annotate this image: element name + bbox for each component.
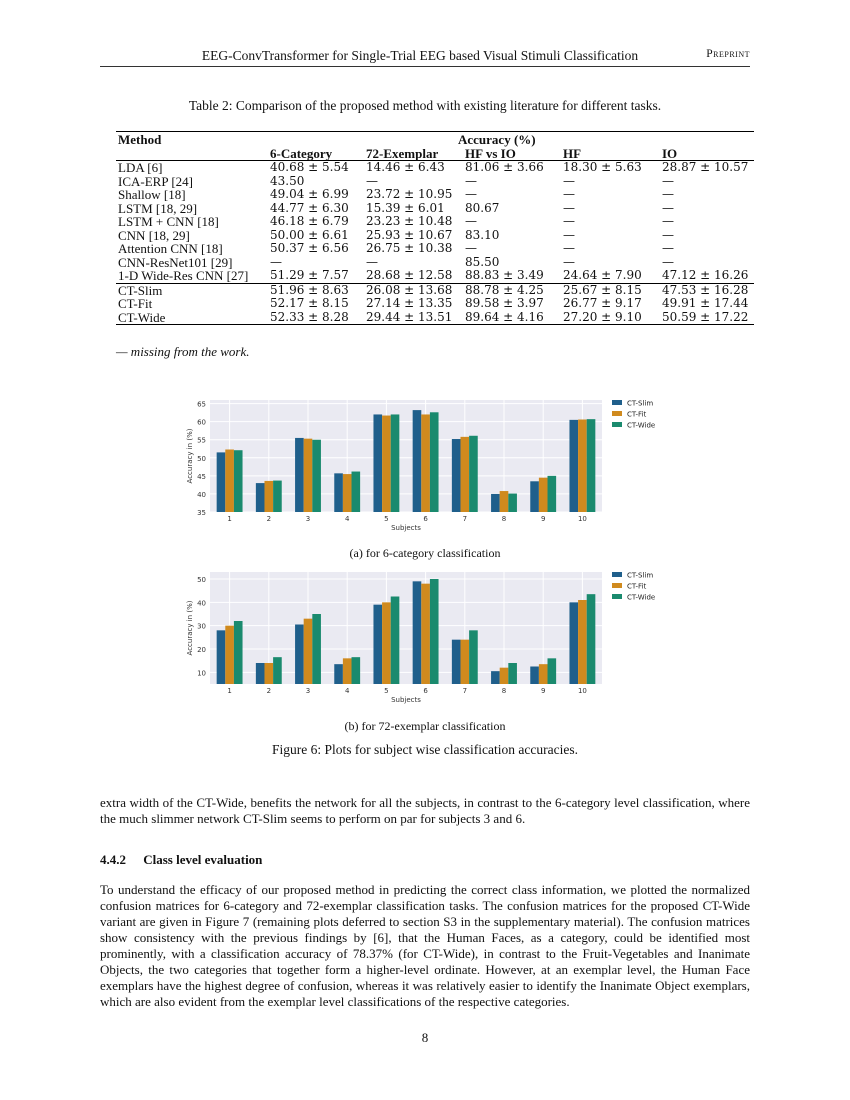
- bar-ct-wide: [273, 481, 282, 512]
- section-heading: [100, 852, 262, 868]
- bar-ct-wide: [548, 476, 557, 512]
- bar-ct-wide: [391, 597, 400, 685]
- legend-label: CT-Slim: [627, 399, 654, 408]
- x-tick-label: 3: [305, 515, 311, 523]
- bar-ct-slim: [256, 483, 265, 512]
- literature-rows: [116, 161, 754, 284]
- value-cell: 88.78 ± 4.25: [465, 282, 544, 297]
- y-tick-label: 45: [197, 472, 206, 481]
- bar-ct-slim: [452, 640, 461, 684]
- value-cell: —: [465, 241, 477, 255]
- value-cell: 15.39 ± 6.01: [366, 200, 445, 215]
- table-row: [116, 161, 754, 175]
- value-cell: —: [563, 214, 575, 228]
- bar-ct-slim: [491, 494, 500, 512]
- x-tick-label: 1: [227, 515, 232, 523]
- x-axis-label: Subjects: [391, 696, 421, 704]
- table-row: [116, 215, 754, 229]
- bar-ct-fit: [539, 664, 548, 684]
- value-cell: 14.46 ± 6.43: [366, 160, 445, 174]
- bar-ct-slim: [569, 602, 578, 684]
- y-tick-label: 30: [197, 622, 206, 631]
- value-cell: —: [465, 187, 477, 201]
- x-tick-label: 4: [344, 515, 350, 523]
- bar-ct-fit: [421, 584, 430, 684]
- col-header: 72-Exemplar: [366, 145, 439, 161]
- bar-ct-fit: [578, 420, 587, 512]
- bar-ct-fit: [225, 626, 234, 684]
- page-number: 8: [421, 1030, 429, 1045]
- bar-ct-fit: [382, 416, 391, 512]
- method-cell: LDA [6]: [118, 160, 163, 175]
- value-cell: 24.64 ± 7.90: [563, 268, 642, 282]
- x-tick-label: 1: [227, 687, 232, 695]
- value-cell: 80.67: [465, 200, 500, 215]
- subcaption-a: (a) for 6-category classification: [349, 546, 501, 560]
- x-tick-label: 6: [423, 515, 428, 523]
- value-cell: 52.17 ± 8.15: [270, 296, 349, 310]
- bar-ct-wide: [508, 663, 517, 684]
- table-row: [116, 283, 754, 297]
- y-tick-label: 65: [197, 400, 206, 409]
- bar-ct-fit: [264, 481, 273, 512]
- value-cell: —: [662, 254, 674, 269]
- value-cell: 28.87 ± 10.57: [662, 160, 749, 174]
- x-axis-label: Subjects: [391, 524, 421, 532]
- value-cell: —: [662, 227, 674, 242]
- bar-ct-wide: [587, 419, 596, 512]
- value-cell: —: [465, 214, 477, 228]
- bar-ct-slim: [217, 630, 226, 684]
- method-cell: ICA-ERP [24]: [118, 173, 193, 189]
- bar-ct-slim: [413, 410, 422, 512]
- value-cell: —: [563, 241, 575, 255]
- value-cell: 44.77 ± 6.30: [270, 200, 349, 215]
- bar-ct-slim: [373, 605, 382, 684]
- x-tick-label: 4: [344, 687, 350, 695]
- value-cell: 50.59 ± 17.22: [662, 309, 749, 324]
- method-cell: 1-D Wide-Res CNN [27]: [118, 268, 249, 283]
- value-cell: 25.93 ± 10.67: [366, 227, 453, 242]
- value-cell: 27.14 ± 13.35: [366, 296, 453, 310]
- value-cell: —: [563, 227, 575, 242]
- table-row: [116, 269, 754, 283]
- value-cell: 25.67 ± 8.15: [563, 282, 642, 297]
- y-tick-label: 55: [197, 436, 206, 445]
- bar-ct-fit: [578, 600, 587, 684]
- legend-swatch: [612, 583, 622, 588]
- header-rule: [100, 66, 750, 67]
- legend-label: CT-Fit: [627, 582, 647, 591]
- bar-ct-fit: [343, 658, 352, 684]
- legend-label: CT-Wide: [627, 593, 656, 602]
- proposed-rows: [116, 283, 754, 325]
- value-cell: 51.29 ± 7.57: [270, 268, 349, 282]
- table-note: — missing from the work.: [116, 344, 250, 359]
- x-tick-label: 5: [384, 515, 389, 523]
- legend-label: CT-Wide: [627, 421, 656, 430]
- table-row: [116, 229, 754, 243]
- x-tick-label: 10: [577, 515, 587, 523]
- legend-label: CT-Fit: [627, 410, 647, 419]
- chart-72-exemplar: [150, 562, 710, 712]
- x-tick-label: 5: [384, 687, 389, 695]
- value-cell: 85.50: [465, 254, 500, 269]
- value-cell: 26.75 ± 10.38: [366, 241, 453, 255]
- bar-ct-fit: [500, 668, 509, 684]
- bar-ct-slim: [452, 439, 461, 512]
- x-tick-label: 3: [305, 687, 311, 695]
- bar-ct-slim: [569, 420, 578, 512]
- value-cell: 27.20 ± 9.10: [563, 309, 642, 324]
- bar-ct-slim: [217, 452, 226, 512]
- table-row: [116, 175, 754, 189]
- bar-ct-fit: [460, 437, 469, 512]
- value-cell: 52.33 ± 8.28: [270, 309, 349, 324]
- value-cell: 23.23 ± 10.48: [366, 214, 453, 228]
- results-table-wrap: [116, 131, 754, 325]
- method-cell: LSTM + CNN [18]: [118, 214, 219, 229]
- value-cell: —: [563, 254, 575, 269]
- method-cell: CNN [18, 29]: [118, 227, 190, 243]
- method-cell: Attention CNN [18]: [118, 241, 223, 256]
- method-cell: CT-Slim: [118, 282, 163, 298]
- table-row: [116, 297, 754, 311]
- table-row: [116, 256, 754, 270]
- bar-ct-wide: [469, 436, 478, 512]
- bar-ct-fit: [343, 474, 352, 512]
- bar-ct-fit: [304, 439, 313, 512]
- value-cell: 49.04 ± 6.99: [270, 187, 349, 201]
- table-row: [116, 242, 754, 256]
- bar-ct-fit: [539, 478, 548, 512]
- bar-ct-slim: [373, 414, 382, 512]
- bar-ct-slim: [530, 481, 539, 512]
- results-table: [116, 131, 754, 325]
- x-tick-label: 2: [266, 687, 272, 695]
- value-cell: 88.83 ± 3.49: [465, 268, 544, 282]
- col-header: 6-Category: [270, 145, 333, 161]
- value-cell: —: [662, 173, 674, 188]
- x-tick-label: 9: [540, 515, 546, 523]
- value-cell: 18.30 ± 5.63: [563, 160, 642, 174]
- col-header: IO: [662, 145, 678, 161]
- bar-ct-fit: [421, 414, 430, 512]
- bar-ct-wide: [312, 440, 321, 512]
- bar-ct-wide: [273, 657, 282, 684]
- value-cell: 47.12 ± 16.26: [662, 268, 749, 282]
- value-cell: 49.91 ± 17.44: [662, 296, 749, 310]
- value-cell: 40.68 ± 5.54: [270, 160, 349, 174]
- value-cell: 28.68 ± 12.58: [366, 268, 453, 282]
- x-tick-label: 8: [501, 515, 507, 523]
- y-tick-label: 40: [197, 599, 206, 608]
- bar-ct-wide: [352, 472, 361, 512]
- value-cell: 51.96 ± 8.63: [270, 282, 349, 297]
- method-cell: CT-Wide: [118, 309, 166, 325]
- table-row: [116, 311, 754, 325]
- x-tick-label: 6: [423, 687, 428, 695]
- value-cell: 89.64 ± 4.16: [465, 309, 544, 324]
- value-cell: 26.08 ± 13.68: [366, 282, 453, 297]
- bar-ct-fit: [304, 619, 313, 684]
- value-cell: 23.72 ± 10.95: [366, 187, 453, 201]
- running-header-title: EEG-ConvTransformer for Single-Trial EEG based Visual Stimuli Classification: [201, 48, 639, 63]
- value-cell: —: [662, 187, 674, 201]
- legend-label: CT-Slim: [627, 571, 654, 580]
- method-cell: CNN-ResNet101 [29]: [118, 254, 233, 270]
- x-tick-label: 9: [540, 687, 546, 695]
- value-cell: —: [563, 173, 575, 188]
- method-cell: LSTM [18, 29]: [118, 200, 198, 216]
- x-tick-label: 2: [266, 515, 272, 523]
- value-cell: —: [662, 241, 674, 255]
- subcaption-b: (b) for 72-exemplar classification: [344, 719, 506, 733]
- table-row: [116, 202, 754, 216]
- col-header: HF vs IO: [465, 145, 516, 161]
- bar-ct-wide: [352, 657, 361, 684]
- bar-ct-slim: [295, 438, 304, 512]
- value-cell: —: [563, 187, 575, 201]
- value-cell: 50.37 ± 6.56: [270, 241, 349, 255]
- value-cell: 50.00 ± 6.61: [270, 227, 349, 242]
- value-cell: —: [662, 214, 674, 228]
- method-header: Method: [118, 132, 162, 147]
- value-cell: —: [563, 200, 575, 215]
- legend-swatch: [612, 572, 622, 577]
- value-cell: 83.10: [465, 227, 500, 242]
- paragraph-class-level: To understand the efficacy of our proposed method in predicting the correct class information, we plotted the normalized confusion matrices for 6-category and 72-exemplar classification tasks. The confusion matrices for the proposed CT-Wide variant are given in Figure 7 (remaining plots deferred to section S3 in the supplementary material). The confusion matrices show consistency with the previous findings by [6], that the Human Faces, as a category, could be identified most prominently, with a classification accuracy of 78.37% (for CT-Wide), in contrast to the Fruit-Vegetables and Inanimate Objects, the two categories that together form a higher-level ordinate. However, at an exemplar level, the Human Face exemplars have the highest degree of confusion, whereas it was relatively easier to identify the Inanimate Object exemplars, which are also evident from the exemplar level classifications of the respective categories.: [100, 882, 750, 1009]
- value-cell: —: [270, 254, 282, 269]
- chart-6-category: [150, 390, 710, 540]
- bar-ct-slim: [295, 625, 304, 685]
- value-cell: —: [465, 173, 477, 188]
- value-cell: 89.58 ± 3.97: [465, 296, 544, 310]
- y-axis-label: Accuracy in (%): [186, 600, 194, 656]
- x-tick-label: 8: [501, 687, 507, 695]
- legend-swatch: [612, 400, 622, 405]
- value-cell: —: [662, 200, 674, 215]
- bar-ct-wide: [548, 658, 557, 684]
- x-tick-label: 7: [462, 687, 468, 695]
- bar-ct-wide: [508, 494, 517, 512]
- bar-ct-wide: [469, 630, 478, 684]
- bar-ct-fit: [500, 491, 509, 512]
- bar-ct-wide: [234, 450, 243, 512]
- bar-ct-fit: [225, 449, 234, 512]
- y-tick-label: 40: [197, 490, 206, 499]
- figure-caption: Figure 6: Plots for subject wise classification accuracies.: [272, 742, 578, 757]
- bar-ct-slim: [256, 663, 265, 684]
- bar-ct-slim: [334, 473, 343, 512]
- value-cell: 81.06 ± 3.66: [465, 160, 544, 174]
- value-cell: —: [366, 254, 378, 269]
- running-header-tag: Preprint: [706, 48, 750, 60]
- bar-ct-fit: [460, 640, 469, 684]
- bar-ct-wide: [430, 579, 439, 684]
- value-cell: 46.18 ± 6.79: [270, 214, 349, 228]
- value-cell: 43.50: [270, 173, 305, 188]
- bar-ct-wide: [391, 414, 400, 512]
- bar-ct-fit: [382, 602, 391, 684]
- value-cell: 26.77 ± 9.17: [563, 296, 642, 310]
- bar-ct-wide: [587, 594, 596, 684]
- section-title: Class level evaluation: [143, 852, 263, 867]
- bar-ct-fit: [264, 663, 273, 684]
- legend-swatch: [612, 422, 622, 427]
- bar-ct-wide: [312, 614, 321, 684]
- x-tick-label: 10: [577, 687, 587, 695]
- bar-ct-wide: [430, 412, 439, 512]
- bar-ct-slim: [334, 664, 343, 684]
- col-header: HF: [563, 145, 582, 161]
- paragraph-continuation: extra width of the CT-Wide, benefits the network for all the subjects, in contrast to the 6-category level classification, where the much slimmer network CT-Slim seems to perform on par for subjects 3 and 6.: [100, 795, 750, 826]
- y-tick-label: 60: [197, 418, 206, 427]
- y-tick-label: 50: [197, 576, 206, 584]
- section-number: 4.4.2: [100, 852, 126, 867]
- y-tick-label: 10: [197, 669, 206, 678]
- value-cell: 47.53 ± 16.28: [662, 282, 749, 297]
- table-caption: Table 2: Comparison of the proposed method with existing literature for different tasks.: [188, 98, 662, 113]
- y-tick-label: 20: [197, 646, 206, 654]
- method-cell: CT-Fit: [118, 296, 153, 311]
- accuracy-group-header: Accuracy (%): [458, 132, 536, 147]
- value-cell: 29.44 ± 13.51: [366, 309, 453, 324]
- bar-ct-slim: [530, 667, 539, 685]
- bar-ct-wide: [234, 621, 243, 684]
- bar-ct-slim: [413, 581, 422, 684]
- bar-ct-slim: [491, 671, 500, 684]
- legend-swatch: [612, 411, 622, 416]
- y-tick-label: 35: [197, 509, 206, 517]
- y-axis-label: Accuracy in (%): [186, 428, 194, 484]
- y-tick-label: 50: [197, 454, 206, 463]
- value-cell: —: [366, 173, 378, 188]
- table-row: [116, 188, 754, 202]
- legend-swatch: [612, 594, 622, 599]
- x-tick-label: 7: [462, 515, 468, 523]
- method-cell: Shallow [18]: [118, 187, 186, 202]
